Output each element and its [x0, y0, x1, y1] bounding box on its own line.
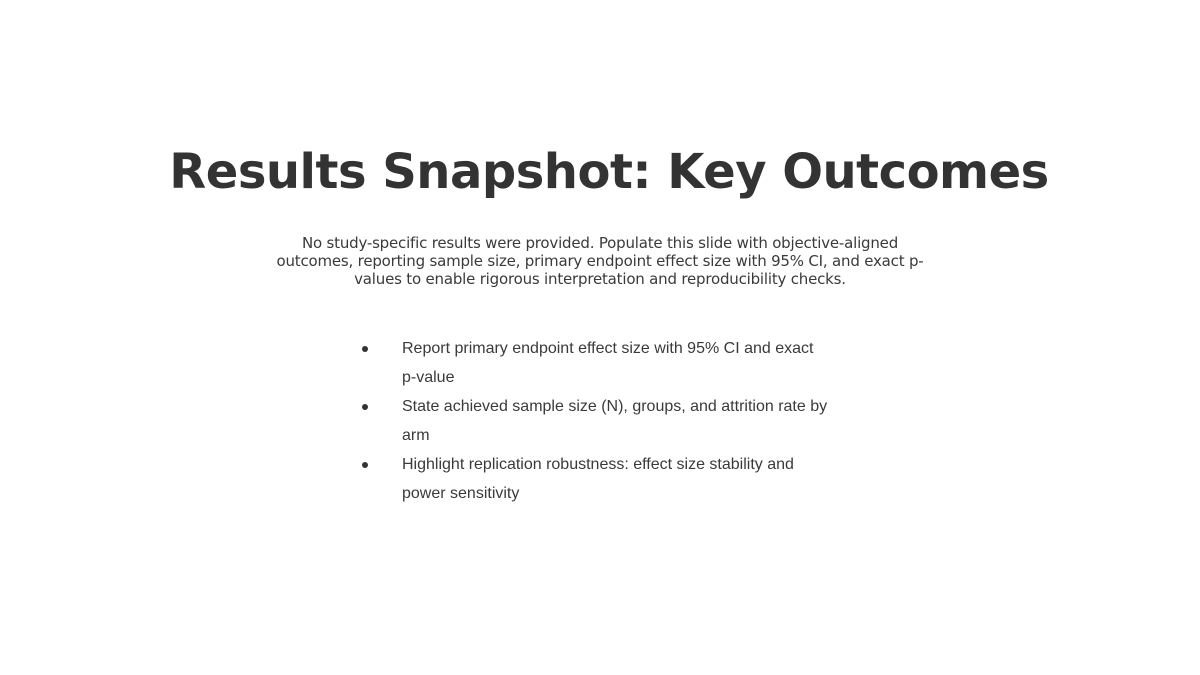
bullet-text: State achieved sample size (N), groups, and attrition rate by arm	[402, 398, 828, 444]
slide-title: Results Snapshot: Key Outcomes	[169, 144, 1049, 200]
bullet-text: Report primary endpoint effect size with 95% CI and exact p-value	[402, 340, 814, 386]
bullet-list	[358, 334, 828, 508]
bullet-item	[358, 334, 828, 392]
bullet-item	[358, 450, 828, 508]
bullet-item	[358, 392, 828, 450]
bullet-dot-icon	[362, 462, 368, 468]
bullet-text: Highlight replication robustness: effect size stability and power sensitivity	[402, 456, 794, 502]
bullet-dot-icon	[362, 346, 368, 352]
bullet-dot-icon	[362, 404, 368, 410]
slide-subtitle: No study-specific results were provided. Populate this slide with objective-aligned outcomes, reporting sample size, primary endpoint effect size with 95% CI, and exact p-values to enable rigorous interpretation and reproducibility checks.	[276, 234, 924, 288]
